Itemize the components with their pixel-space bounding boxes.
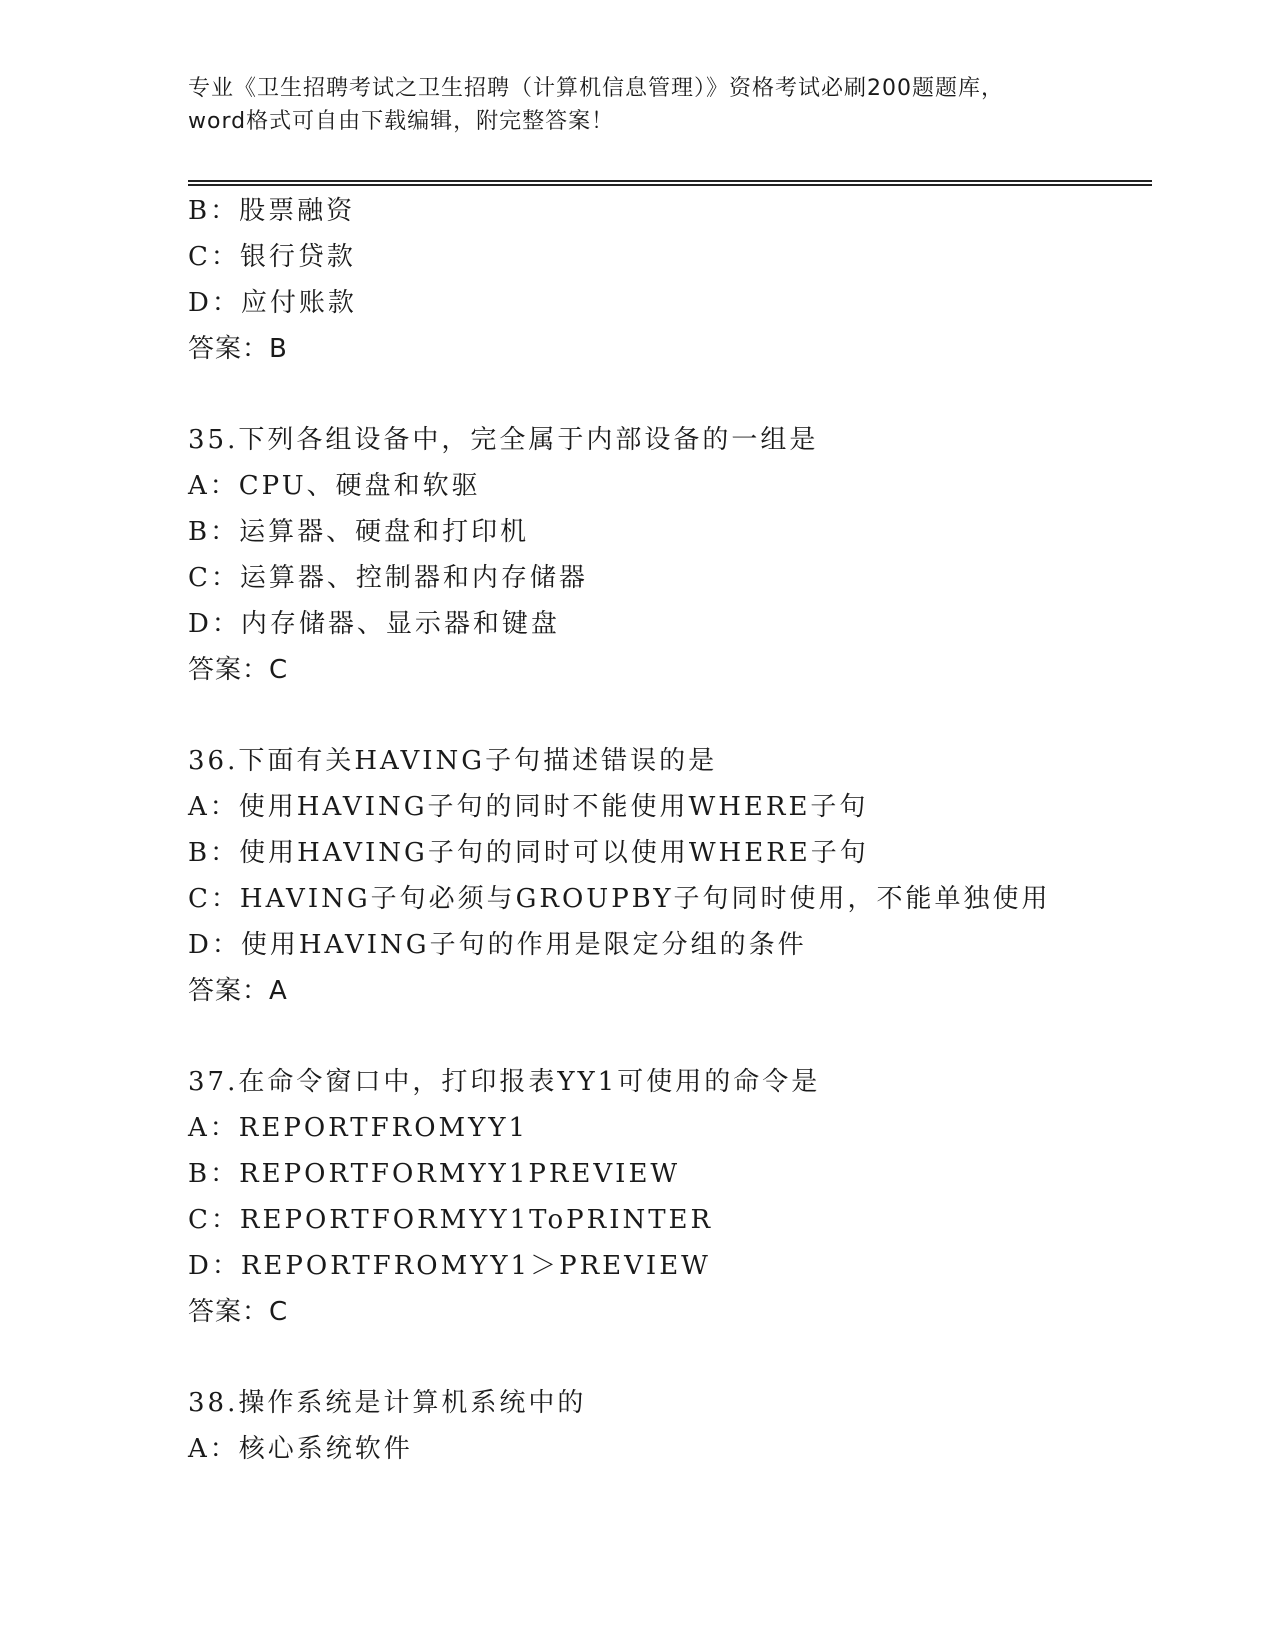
header-divider-bottom (188, 184, 1152, 186)
question-38 (188, 1380, 1152, 1472)
option-line: D：应付账款 (188, 288, 357, 318)
option-line: B：使用HAVING子句的同时可以使用WHERE子句 (188, 838, 869, 868)
question-stem: 37.在命令窗口中，打印报表YY1可使用的命令是 (188, 1067, 821, 1097)
answer-line: 答案：C (188, 655, 289, 685)
question-partial (188, 188, 1152, 372)
option-line: D：REPORTFROMYY1＞PREVIEW (188, 1251, 711, 1281)
option-line: D：使用HAVING子句的作用是限定分组的条件 (188, 930, 807, 960)
answer-line: 答案：C (188, 1297, 289, 1327)
option-line: B：REPORTFORMYY1PREVIEW (188, 1159, 681, 1189)
option-line: A：使用HAVING子句的同时不能使用WHERE子句 (188, 792, 869, 822)
question-stem: 36.下面有关HAVING子句描述错误的是 (188, 746, 718, 776)
question-list (188, 188, 1152, 1472)
header-line-1: 专业《卫生招聘考试之卫生招聘（计算机信息管理）》资格考试必刷200题题库， (188, 76, 1004, 101)
question-stem: 35.下列各组设备中，完全属于内部设备的一组是 (188, 425, 819, 455)
option-line: C：运算器、控制器和内存储器 (188, 563, 588, 593)
option-line: B：运算器、硬盘和打印机 (188, 517, 530, 547)
question-37 (188, 1059, 1152, 1335)
header-divider-top (188, 180, 1152, 182)
answer-line: 答案：A (188, 976, 288, 1006)
option-line: A：REPORTFROMYY1 (188, 1113, 529, 1143)
option-line: D：内存储器、显示器和键盘 (188, 609, 560, 639)
answer-line: 答案：B (188, 334, 288, 364)
spacer (188, 372, 1152, 417)
option-line: B：股票融资 (188, 196, 356, 226)
option-line: A：核心系统软件 (188, 1434, 413, 1464)
spacer (188, 693, 1152, 738)
document-header (188, 72, 1088, 138)
spacer (188, 1014, 1152, 1059)
question-35 (188, 417, 1152, 693)
option-line: C：HAVING子句必须与GROUPBY子句同时使用，不能单独使用 (188, 884, 1051, 914)
header-line-2: word格式可自由下载编辑，附完整答案！ (188, 109, 615, 134)
question-36 (188, 738, 1152, 1014)
question-stem: 38.操作系统是计算机系统中的 (188, 1388, 587, 1418)
option-line: C：REPORTFORMYY1ToPRINTER (188, 1205, 714, 1235)
option-line: C：银行贷款 (188, 242, 356, 272)
spacer (188, 1335, 1152, 1380)
option-line: A：CPU、硬盘和软驱 (188, 471, 481, 501)
